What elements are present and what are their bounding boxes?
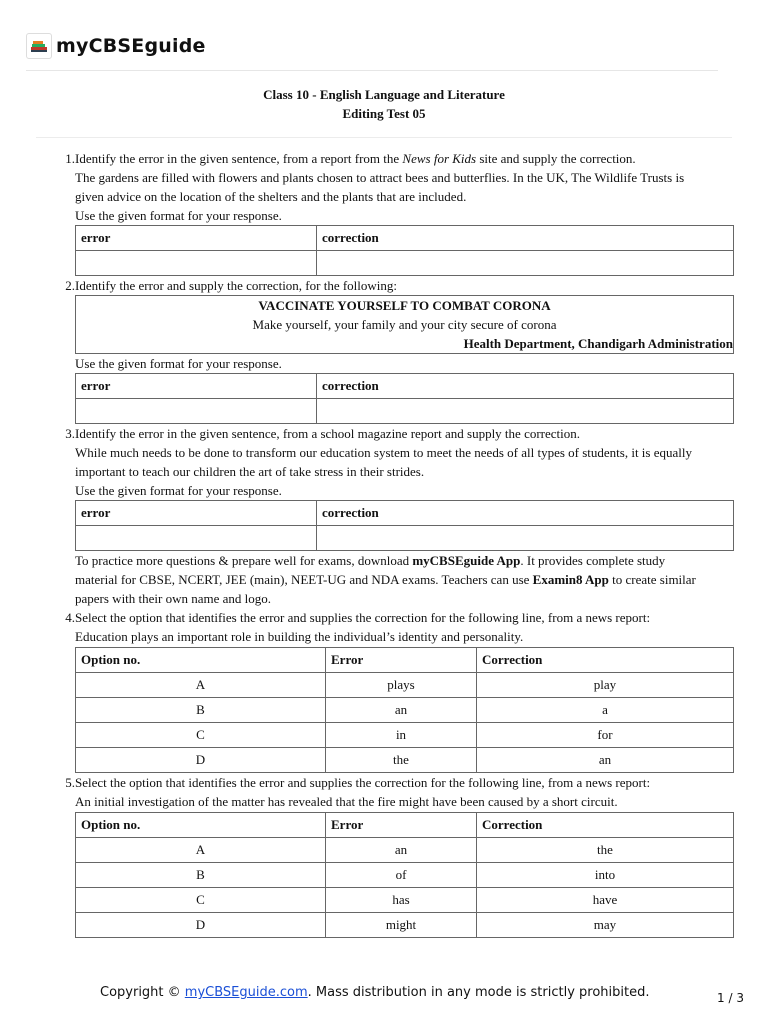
format-instruction: Use the given format for your response. [75, 356, 282, 371]
site-link[interactable]: myCBSEguide.com [184, 985, 308, 1000]
divider [36, 137, 732, 138]
copyright-text: Copyright © [100, 985, 185, 1000]
promo-line: material for CBSE, NCERT, JEE (main), NEET-UG and NDA exams. Teachers can use [75, 572, 533, 587]
response-table [75, 225, 734, 276]
app-name: myCBSEguide App [412, 553, 521, 568]
answer-cell [317, 251, 734, 276]
notice-line: Make yourself, your family and your city secure of corona [252, 317, 557, 332]
correction-cell: may [477, 913, 734, 938]
error-cell: an [326, 838, 477, 863]
error-cell: has [326, 888, 477, 913]
header-cell: Correction [477, 813, 734, 838]
header-cell: Option no. [76, 648, 326, 673]
question-number: 2. [65, 278, 75, 293]
question-text: Identify the error in the given sentence, from a report from the [75, 151, 403, 166]
response-table [75, 500, 734, 551]
header-cell: correction [317, 226, 734, 251]
question-text: site and supply the correction. [476, 151, 636, 166]
answer-cell [317, 526, 734, 551]
option-cell: A [76, 673, 326, 698]
format-instruction: Use the given format for your response. [75, 208, 282, 223]
option-cell: C [76, 723, 326, 748]
option-cell: D [76, 913, 326, 938]
error-cell: the [326, 748, 477, 773]
answer-cell [317, 399, 734, 424]
header-cell: Error [326, 648, 477, 673]
table-row [76, 888, 734, 913]
header-cell: error [76, 226, 317, 251]
passage-line: given advice on the location of the shelters and the plants that are included. [75, 189, 467, 204]
table-row [76, 913, 734, 938]
question-4 [60, 608, 734, 773]
passage-line: While much needs to be done to transform our education system to meet the needs of all types of students, it is equally [75, 445, 692, 460]
question-3 [60, 424, 734, 551]
notice-signature: Health Department, Chandigarh Administration [463, 336, 733, 351]
source-name: News for Kids [402, 151, 477, 166]
table-row [76, 698, 734, 723]
error-cell: might [326, 913, 477, 938]
answer-cell [76, 251, 317, 276]
logo-icon [26, 33, 52, 59]
error-cell: of [326, 863, 477, 888]
table-row [76, 838, 734, 863]
question-number: 3. [65, 426, 75, 441]
correction-cell: play [477, 673, 734, 698]
question-text: Identify the error in the given sentence, from a school magazine report and supply the correction. [75, 426, 581, 441]
doc-title: Class 10 - English Language and Literature [263, 87, 505, 102]
question-2 [60, 276, 734, 424]
header-cell: Correction [477, 648, 734, 673]
question-text: Identify the error and supply the correction, for the following: [75, 278, 398, 293]
question-number: 4. [65, 610, 75, 625]
header-cell: correction [317, 374, 734, 399]
options-table [75, 647, 734, 773]
header-cell: error [76, 501, 317, 526]
correction-cell: for [477, 723, 734, 748]
promo-line: to create similar [608, 572, 696, 587]
question-5 [60, 773, 734, 938]
table-row [76, 723, 734, 748]
app-name: Examin8 App [532, 572, 609, 587]
question-text: Select the option that identifies the error and supplies the correction for the following line, from a news report: [75, 775, 651, 790]
notice-box [75, 295, 734, 354]
correction-cell: an [477, 748, 734, 773]
response-table [75, 373, 734, 424]
option-cell: B [76, 863, 326, 888]
option-cell: A [76, 838, 326, 863]
promo-line: . It provides complete study [520, 553, 666, 568]
correction-cell: into [477, 863, 734, 888]
question-list [60, 149, 734, 938]
table-row [76, 748, 734, 773]
copyright-text: . Mass distribution in any mode is strictly prohibited. [307, 985, 650, 1000]
passage-line: important to teach our children the art of take stress in their strides. [75, 464, 425, 479]
passage-line: An initial investigation of the matter has revealed that the fire might have been caused by a short circuit. [75, 794, 618, 809]
correction-cell: a [477, 698, 734, 723]
table-row [76, 673, 734, 698]
promo-text [60, 551, 734, 608]
correction-cell: the [477, 838, 734, 863]
question-number: 1. [65, 151, 75, 166]
passage-line: Education plays an important role in building the individual’s identity and personality. [75, 629, 524, 644]
answer-cell [76, 526, 317, 551]
error-cell: in [326, 723, 477, 748]
notice-title: VACCINATE YOURSELF TO COMBAT CORONA [258, 298, 551, 313]
error-cell: an [326, 698, 477, 723]
promo-line: papers with their own name and logo. [75, 591, 272, 606]
brand-name: myCBSEguide [56, 35, 206, 57]
question-number: 5. [65, 775, 75, 790]
promo-line: To practice more questions & prepare well for exams, download [75, 553, 413, 568]
copyright-footer [100, 985, 649, 1000]
question-1 [60, 149, 734, 276]
header-cell: error [76, 374, 317, 399]
question-text: Select the option that identifies the error and supplies the correction for the following line, from a news report: [75, 610, 651, 625]
divider [26, 70, 718, 71]
header-cell: Option no. [76, 813, 326, 838]
option-cell: C [76, 888, 326, 913]
brand-header [26, 33, 206, 59]
answer-cell [76, 399, 317, 424]
error-cell: plays [326, 673, 477, 698]
doc-subtitle: Editing Test 05 [342, 106, 426, 121]
header-cell: correction [317, 501, 734, 526]
option-cell: D [76, 748, 326, 773]
header-cell: Error [326, 813, 477, 838]
correction-cell: have [477, 888, 734, 913]
passage-line: The gardens are filled with flowers and plants chosen to attract bees and butterflies. In the UK, The Wildlife Trusts is [75, 170, 685, 185]
format-instruction: Use the given format for your response. [75, 483, 282, 498]
option-cell: B [76, 698, 326, 723]
options-table [75, 812, 734, 938]
page-number: 1 / 3 [717, 991, 744, 1005]
table-row [76, 863, 734, 888]
